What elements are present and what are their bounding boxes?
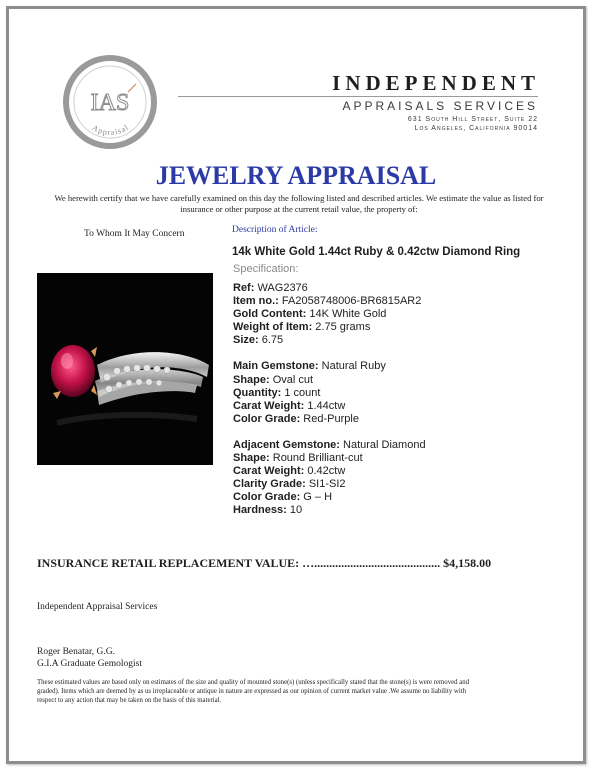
main-gemstone: Main Gemstone: Natural Ruby [233, 360, 386, 373]
main-shape: Shape: Oval cut [233, 373, 314, 386]
description-label: Description of Article: [232, 225, 318, 235]
insurance-dots: ….......................................... [302, 556, 441, 570]
signature-title: G.I.A Graduate Gemologist [37, 659, 143, 669]
certification-intro: We herewith certify that we have carefully examined on this day the following listed and described articles. We estimate the value as listed for insurance or other purpose at the current retail value, the property of: [54, 193, 544, 214]
spec-weight: Weight of Item: 2.75 grams [233, 321, 371, 334]
spec-ref: Ref: WAG2376 [233, 282, 308, 294]
signature-company: Independent Appraisal Services [37, 602, 158, 612]
company-name: INDEPENDENT [332, 71, 540, 95]
adjacent-color-grade: Color Grade: G – H [233, 491, 333, 504]
company-subtitle: APPRAISALS SERVICES [342, 99, 538, 113]
company-address-line2: Los Angeles, California 90014 [414, 125, 538, 132]
spec-item-no: Item no.: FA2058748006-BR6815AR2 [233, 295, 422, 308]
spec-size: Size: 6.75 [233, 334, 284, 347]
adjacent-carat-weight: Carat Weight: 0.42ctw [233, 465, 346, 478]
insurance-value-line [37, 556, 491, 571]
item-title: 14k White Gold 1.44ct Ruby & 0.42ctw Diamond Ring [232, 246, 521, 258]
adjacent-shape: Shape: Round Brilliant-cut [233, 452, 363, 465]
adjacent-gemstone: Adjacent Gemstone: Natural Diamond [233, 438, 426, 451]
recipient: To Whom It May Concern [84, 229, 185, 239]
main-quantity: Quantity: 1 count [233, 386, 321, 399]
signature-name: Roger Benatar, G.G. [37, 647, 115, 657]
main-carat-weight: Carat Weight: 1.44ctw [233, 399, 346, 412]
company-address-line1: 631 South Hill Street, Suite 22 [407, 116, 538, 123]
disclaimer: These estimated values are based only on estimates of the size and quality of mounted stone(s) (unless specifically stated that the stone(s) is were removed and graded). Items which are deemed by as us irreplaceable or antique in nature are expressed as our opinion of current market value .We assume no liability with respect to any action that may be taken on the basis of this material. [37, 679, 470, 704]
specification-label: Specification: [233, 263, 299, 275]
svg-text:IAS: IAS [90, 90, 130, 116]
header-divider [178, 96, 538, 97]
adjacent-clarity-grade: Clarity Grade: SI1-SI2 [233, 478, 346, 491]
ias-appraisal-logo [62, 54, 158, 150]
ring-photo [37, 273, 213, 465]
document-title: JEWELRY APPRAISAL [155, 161, 437, 190]
insurance-label: INSURANCE RETAIL REPLACEMENT VALUE: [37, 556, 300, 570]
adjacent-hardness: Hardness: 10 [233, 504, 303, 517]
insurance-value: $4,158.00 [443, 556, 492, 570]
main-color-grade: Color Grade: Red-Purple [233, 412, 359, 425]
specifications [233, 282, 426, 518]
svg-text:Appraisal: Appraisal [90, 122, 131, 137]
spec-gold-content: Gold Content: 14K White Gold [233, 308, 387, 321]
